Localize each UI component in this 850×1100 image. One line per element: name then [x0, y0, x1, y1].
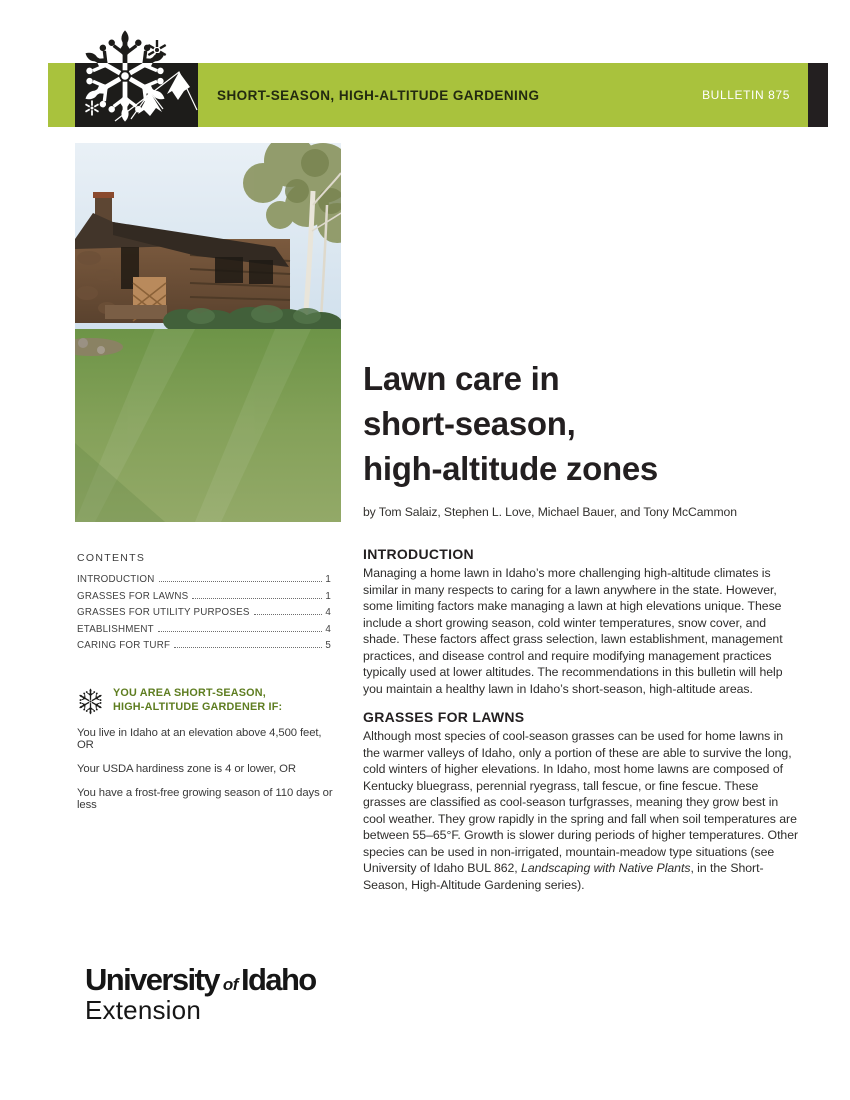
- cover-photo-house-lawn: [75, 143, 341, 522]
- logo-extension: Extension: [85, 995, 201, 1025]
- gardener-heading-line2: HIGH-ALTITUDE GARDENER IF:: [113, 700, 283, 713]
- toc-dot-leader: [254, 614, 323, 615]
- title-line3: high-altitude zones: [363, 450, 658, 487]
- gardener-heading-row: [77, 687, 335, 715]
- toc-dot-leader: [192, 598, 322, 599]
- toc-label: INTRODUCTION: [77, 574, 155, 585]
- logo-of: of: [222, 975, 238, 994]
- gardener-item: Your USDA hardiness zone is 4 or lower, OR: [77, 763, 296, 775]
- gardener-callout-box: [77, 687, 335, 811]
- toc-page-number: 4: [325, 623, 331, 635]
- toc-label: GRASSES FOR UTILITY PURPOSES: [77, 607, 250, 618]
- toc-item-introduction: [77, 574, 331, 585]
- section-heading-introduction: INTRODUCTION: [363, 546, 474, 562]
- university-of-idaho-extension-logo: [85, 962, 316, 1025]
- gardener-item: You live in Idaho at an elevation above 4,500 feet, OR: [77, 727, 322, 751]
- title-line2: short-season,: [363, 405, 576, 442]
- toc-page-number: 1: [325, 590, 331, 602]
- toc-dot-leader: [158, 631, 323, 632]
- toc-label: ETABLISHMENT: [77, 623, 154, 635]
- left-column: [77, 552, 331, 811]
- grasses-text-before: Although most species of cool-season grasses can be used for home lawns in the warmer valleys of Idaho, only a portion of these are able to survive the long, cold winters of higher elevations. In Idaho, most home lawns are composed of Kentucky bluegrass, perennial ryegrass, tall fescue, or fine fescue. These grasses are classified as cool-season turfgrasses, meaning they grow best in cool weather. They grow rapidly in the spring and fall when soil temperatures are between 55–65°F. Growth is slower during periods of higher temperatures. Other species can be used in non-irrigated, mountain-meadow type situations (see University of Idaho BUL 862,: [363, 729, 799, 875]
- logo-idaho: Idaho: [240, 962, 316, 997]
- toc-page-number: 4: [325, 607, 331, 618]
- toc-label: CARING FOR TURF: [77, 640, 171, 651]
- document-title: [363, 356, 800, 491]
- gardener-heading: [113, 687, 282, 714]
- gardener-item: You have a frost-free growing season of 110 days or less: [77, 787, 333, 811]
- main-column: [363, 356, 800, 893]
- toc-item-grasses-for-lawns: [77, 591, 331, 602]
- series-title: SHORT-SEASON, HIGH-ALTITUDE GARDENING: [217, 87, 540, 103]
- logo-university: University: [85, 962, 219, 997]
- grasses-italic-reference: Landscaping with Native Plants: [521, 861, 691, 875]
- snowflake-icon: [77, 688, 104, 715]
- toc-dot-leader: [159, 581, 323, 582]
- title-line1: Lawn care in: [363, 360, 560, 397]
- toc-page-number: 1: [325, 574, 331, 585]
- grasses-paragraph: [363, 728, 800, 893]
- toc-item-establishment: [77, 624, 331, 635]
- introduction-paragraph: Managing a home lawn in Idaho’s more challenging high-altitude climates is similar in many respects to caring for a lawn anywhere in the state. However, some limiting factors make managing a lawn at high elevations unique. These include a short growing season, cold winter temperatures, snow cover, and shade. These factors affect grass selection, lawn establishment, management practices, and disease control and require modifying management practices typically used at lower altitudes. The recommendations in this bulletin will help you maintain a healthy lawn in Idaho’s short-season, high-altitude areas.: [363, 566, 783, 696]
- toc-label: GRASSES FOR LAWNS: [77, 590, 189, 602]
- toc-item-grasses-utility: [77, 607, 331, 618]
- section-heading-grasses-for-lawns: GRASSES FOR LAWNS: [363, 709, 525, 725]
- byline: by Tom Salaiz, Stephen L. Love, Michael Bauer, and Tony McCammon: [363, 505, 737, 519]
- gardener-heading-line1: YOU AREA SHORT-SEASON,: [113, 687, 266, 699]
- toc-item-caring-for-turf: [77, 640, 331, 651]
- toc-page-number: 5: [325, 640, 331, 651]
- grasses-text-after: , in the Short-Season, High-Altitude Gardening series).: [363, 861, 764, 892]
- header-black-cap: [808, 63, 828, 127]
- toc-dot-leader: [174, 647, 322, 648]
- contents-heading: CONTENTS: [77, 552, 146, 564]
- snowflake-and-mountains-icon: [75, 26, 200, 127]
- bulletin-number: BULLETIN 875: [702, 88, 790, 102]
